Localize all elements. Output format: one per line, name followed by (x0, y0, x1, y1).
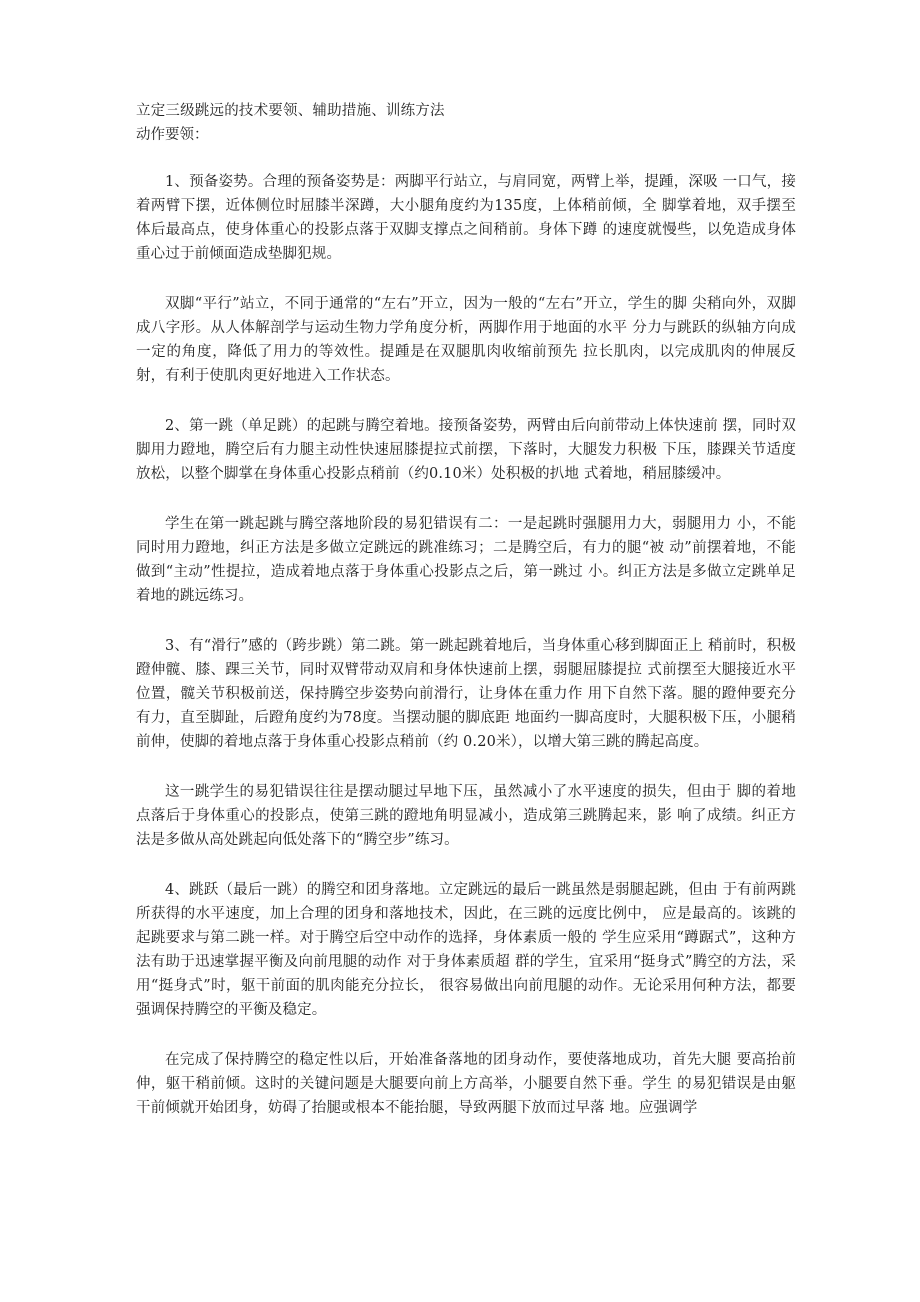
paragraph-preparation-posture: 1、预备姿势。合理的预备姿势是：两脚平行站立，与肩同宽，两臂上举，提踵，深吸 一口气，接着两臂下摆，近体侧位时屈膝半深蹲，大小腿角度约为135度，上体稍前倾，全 脚掌着地，双手摆至体后最高点，使身体重心的投影点落于双脚支撑点之间稍前。身体下蹲 的速度就慢些，以免造成身体重心过于前倾面造成垫脚犯规。 (136, 174, 796, 262)
paragraph-landing: 在完成了保持腾空的稳定性以后，开始准备落地的团身动作，要使落地成功，首先大腿 要高抬前伸，躯干稍前倾。这时的关键问题是大腿要向前上方高举，小腿要自然下垂。学生 的易犯错误是由躯干前倾就开始团身，妨碍了抬腿或根本不能抬腿，导致两腿下放而过早落 地。应强调学 (136, 1052, 796, 1116)
paragraph-first-jump: 2、第一跳（单足跳）的起跳与腾空着地。接预备姿势，两臂由后向前带动上体快速前 摆，同时双脚用力蹬地，腾空后有力腿主动性快速屈膝提拉式前摆，下落时，大腿发力积极 下压，膝踝关节适度放松，以整个脚掌在身体重心投影点稍前（约0.10米）处积极的扒地 式着地，稍屈膝缓冲。 (136, 418, 796, 482)
paragraph-third-jump: 4、跳跃（最后一跳）的腾空和团身落地。立定跳远的最后一跳虽然是弱腿起跳，但由 于有前两跳所获得的水平速度，加上合理的团身和落地技术，因此，在三跳的远度比例中， 应是最高的。该跳的起跳要求与第二跳一样。对于腾空后空中动作的选择，身体素质一般的 学生应采用“蹲踞式”，这种方法有助于迅速掌握平衡及向前甩腿的动作 对于身体素质超 群的学生，宜采用“挺身式”腾空的方法，采用“挺身式”时，躯干前面的肌肉能充分拉长， 很容易做出向前甩腿的动作。无论采用何种方法，都要强调保持腾空的平衡及稳定。 (136, 882, 796, 1018)
paragraph-first-jump-errors: 学生在第一跳起跳与腾空落地阶段的易犯错误有二：一是起跳时强腿用力大，弱腿用力 小，不能同时用力蹬地，纠正方法是多做立定跳远的跳准练习；二是腾空后，有力的腿“被 动”前摆着地，不能做到“主动”性提拉，造成着地点落于身体重心投影点之后，第一跳过 小。纠正方法是多做立定跳单足着地的跳远练习。 (136, 516, 796, 604)
paragraph-parallel-stance: 双脚“平行”站立，不同于通常的“左右”开立，因为一般的“左右”开立，学生的脚 尖稍向外，双脚成八字形。从人体解剖学与运动生物力学角度分析，两脚作用于地面的水平 分力与跳跃的纵轴方向成一定的角度，降低了用力的等效性。提踵是在双腿肌肉收缩前预先 拉长肌肉，以完成肌肉的伸展反射，有利于使肌肉更好地进入工作状态。 (136, 296, 796, 384)
document-body (136, 170, 796, 1146)
section-heading: 动作要领： (136, 127, 209, 143)
document-title: 立定三级跳远的技术要领、辅助措施、训练方法 (136, 103, 445, 119)
paragraph-second-jump-errors: 这一跳学生的易犯错误往往是摆动腿过早地下压，虽然减小了水平速度的损失，但由于 脚的着地点落后于身体重心的投影点，使第三跳的蹬地角明显减小，造成第三跳腾起来，影 响了成绩。纠正方法是多做从高处跳起向低处落下的“腾空步”练习。 (136, 784, 796, 848)
paragraph-second-jump: 3、有“滑行”感的（跨步跳）第二跳。第一跳起跳着地后，当身体重心移到脚面正上 稍前时，积极蹬伸髋、膝、踝三关节，同时双臂带动双肩和身体快速前上摆，弱腿屈膝提拉 式前摆至大腿接近水平位置，髋关节积极前送，保持腾空步姿势向前滑行，让身体在重力作 用下自然下落。腿的蹬伸要充分有力，直至脚趾，后蹬角度约为78度。当摆动腿的脚底距 地面约一脚高度时，大腿积极下压，小腿稍前伸，使脚的着地点落于身体重心投影点稍前（约 0.20米），以增大第三跳的腾起高度。 (136, 638, 796, 750)
